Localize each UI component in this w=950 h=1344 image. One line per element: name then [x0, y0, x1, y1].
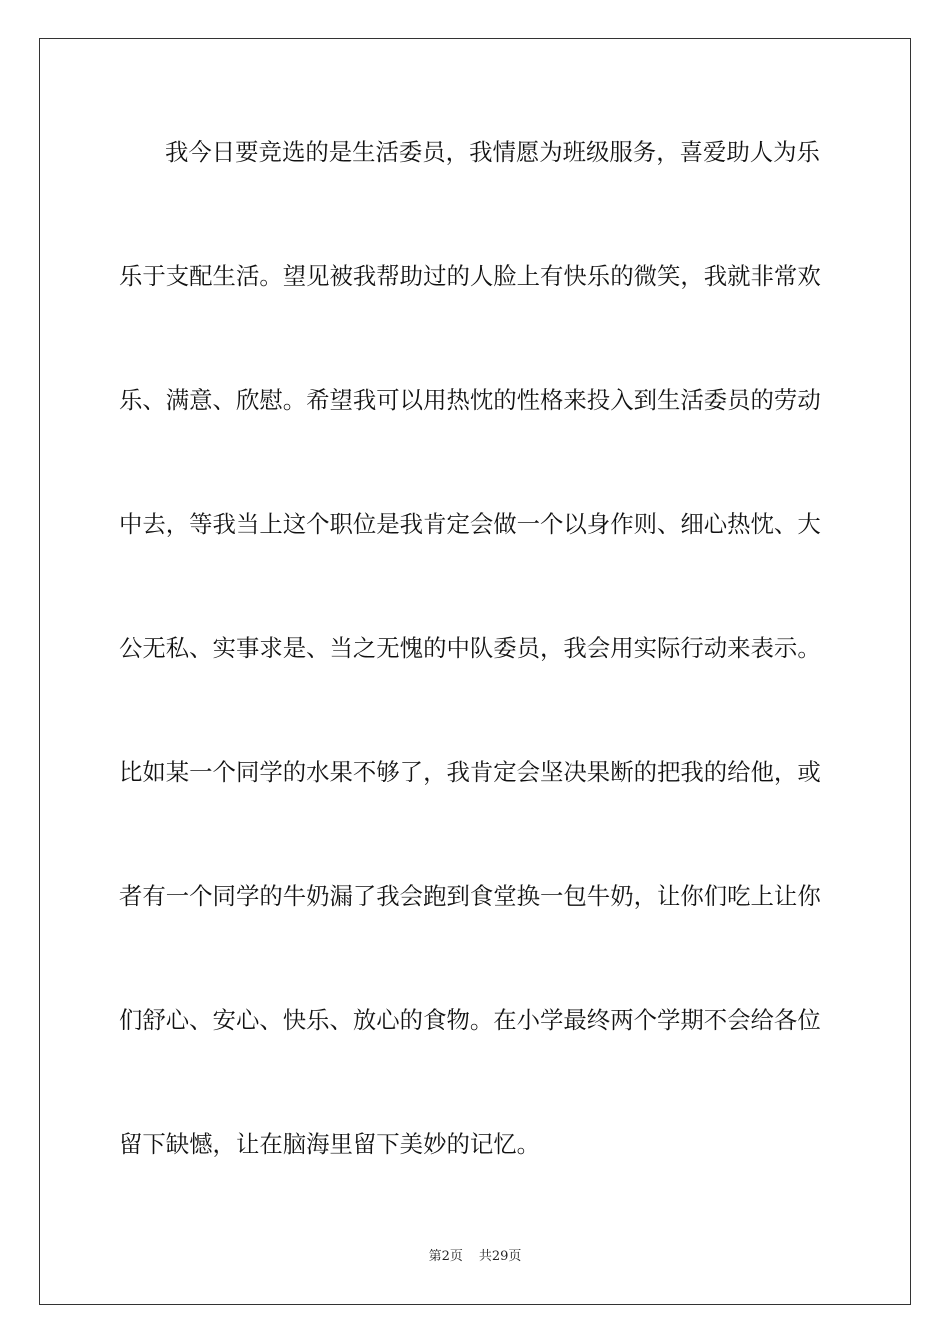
total-page-count: 共29页	[478, 1249, 522, 1264]
page-footer	[0, 1248, 950, 1266]
paragraph-line: 乐于支配生活。望见被我帮助过的人脸上有快乐的微笑，我就非常欢	[119, 262, 821, 290]
paragraph-line: 们舒心、安心、快乐、放心的食物。在小学最终两个学期不会给各位	[119, 1006, 821, 1034]
paragraph-line: 比如某一个同学的水果不够了，我肯定会坚决果断的把我的给他，或	[119, 758, 821, 786]
paragraph-line: 中去，等我当上这个职位是我肯定会做一个以身作则、细心热忱、大	[119, 510, 821, 538]
paragraph-line: 者有一个同学的牛奶漏了我会跑到食堂换一包牛奶，让你们吃上让你	[119, 882, 821, 910]
paragraph-line: 留下缺憾，让在脑海里留下美妙的记忆。	[119, 1130, 541, 1158]
paragraph-line: 乐、满意、欣慰。希望我可以用热忱的性格来投入到生活委员的劳动	[119, 386, 821, 414]
paragraph-line: 我今日要竞选的是生活委员，我情愿为班级服务，喜爱助人为乐	[165, 138, 820, 166]
current-page-number: 第2页	[428, 1249, 463, 1264]
page-frame	[39, 38, 911, 1305]
paragraph-line: 公无私、实事求是、当之无愧的中队委员，我会用实际行动来表示。	[119, 634, 821, 662]
